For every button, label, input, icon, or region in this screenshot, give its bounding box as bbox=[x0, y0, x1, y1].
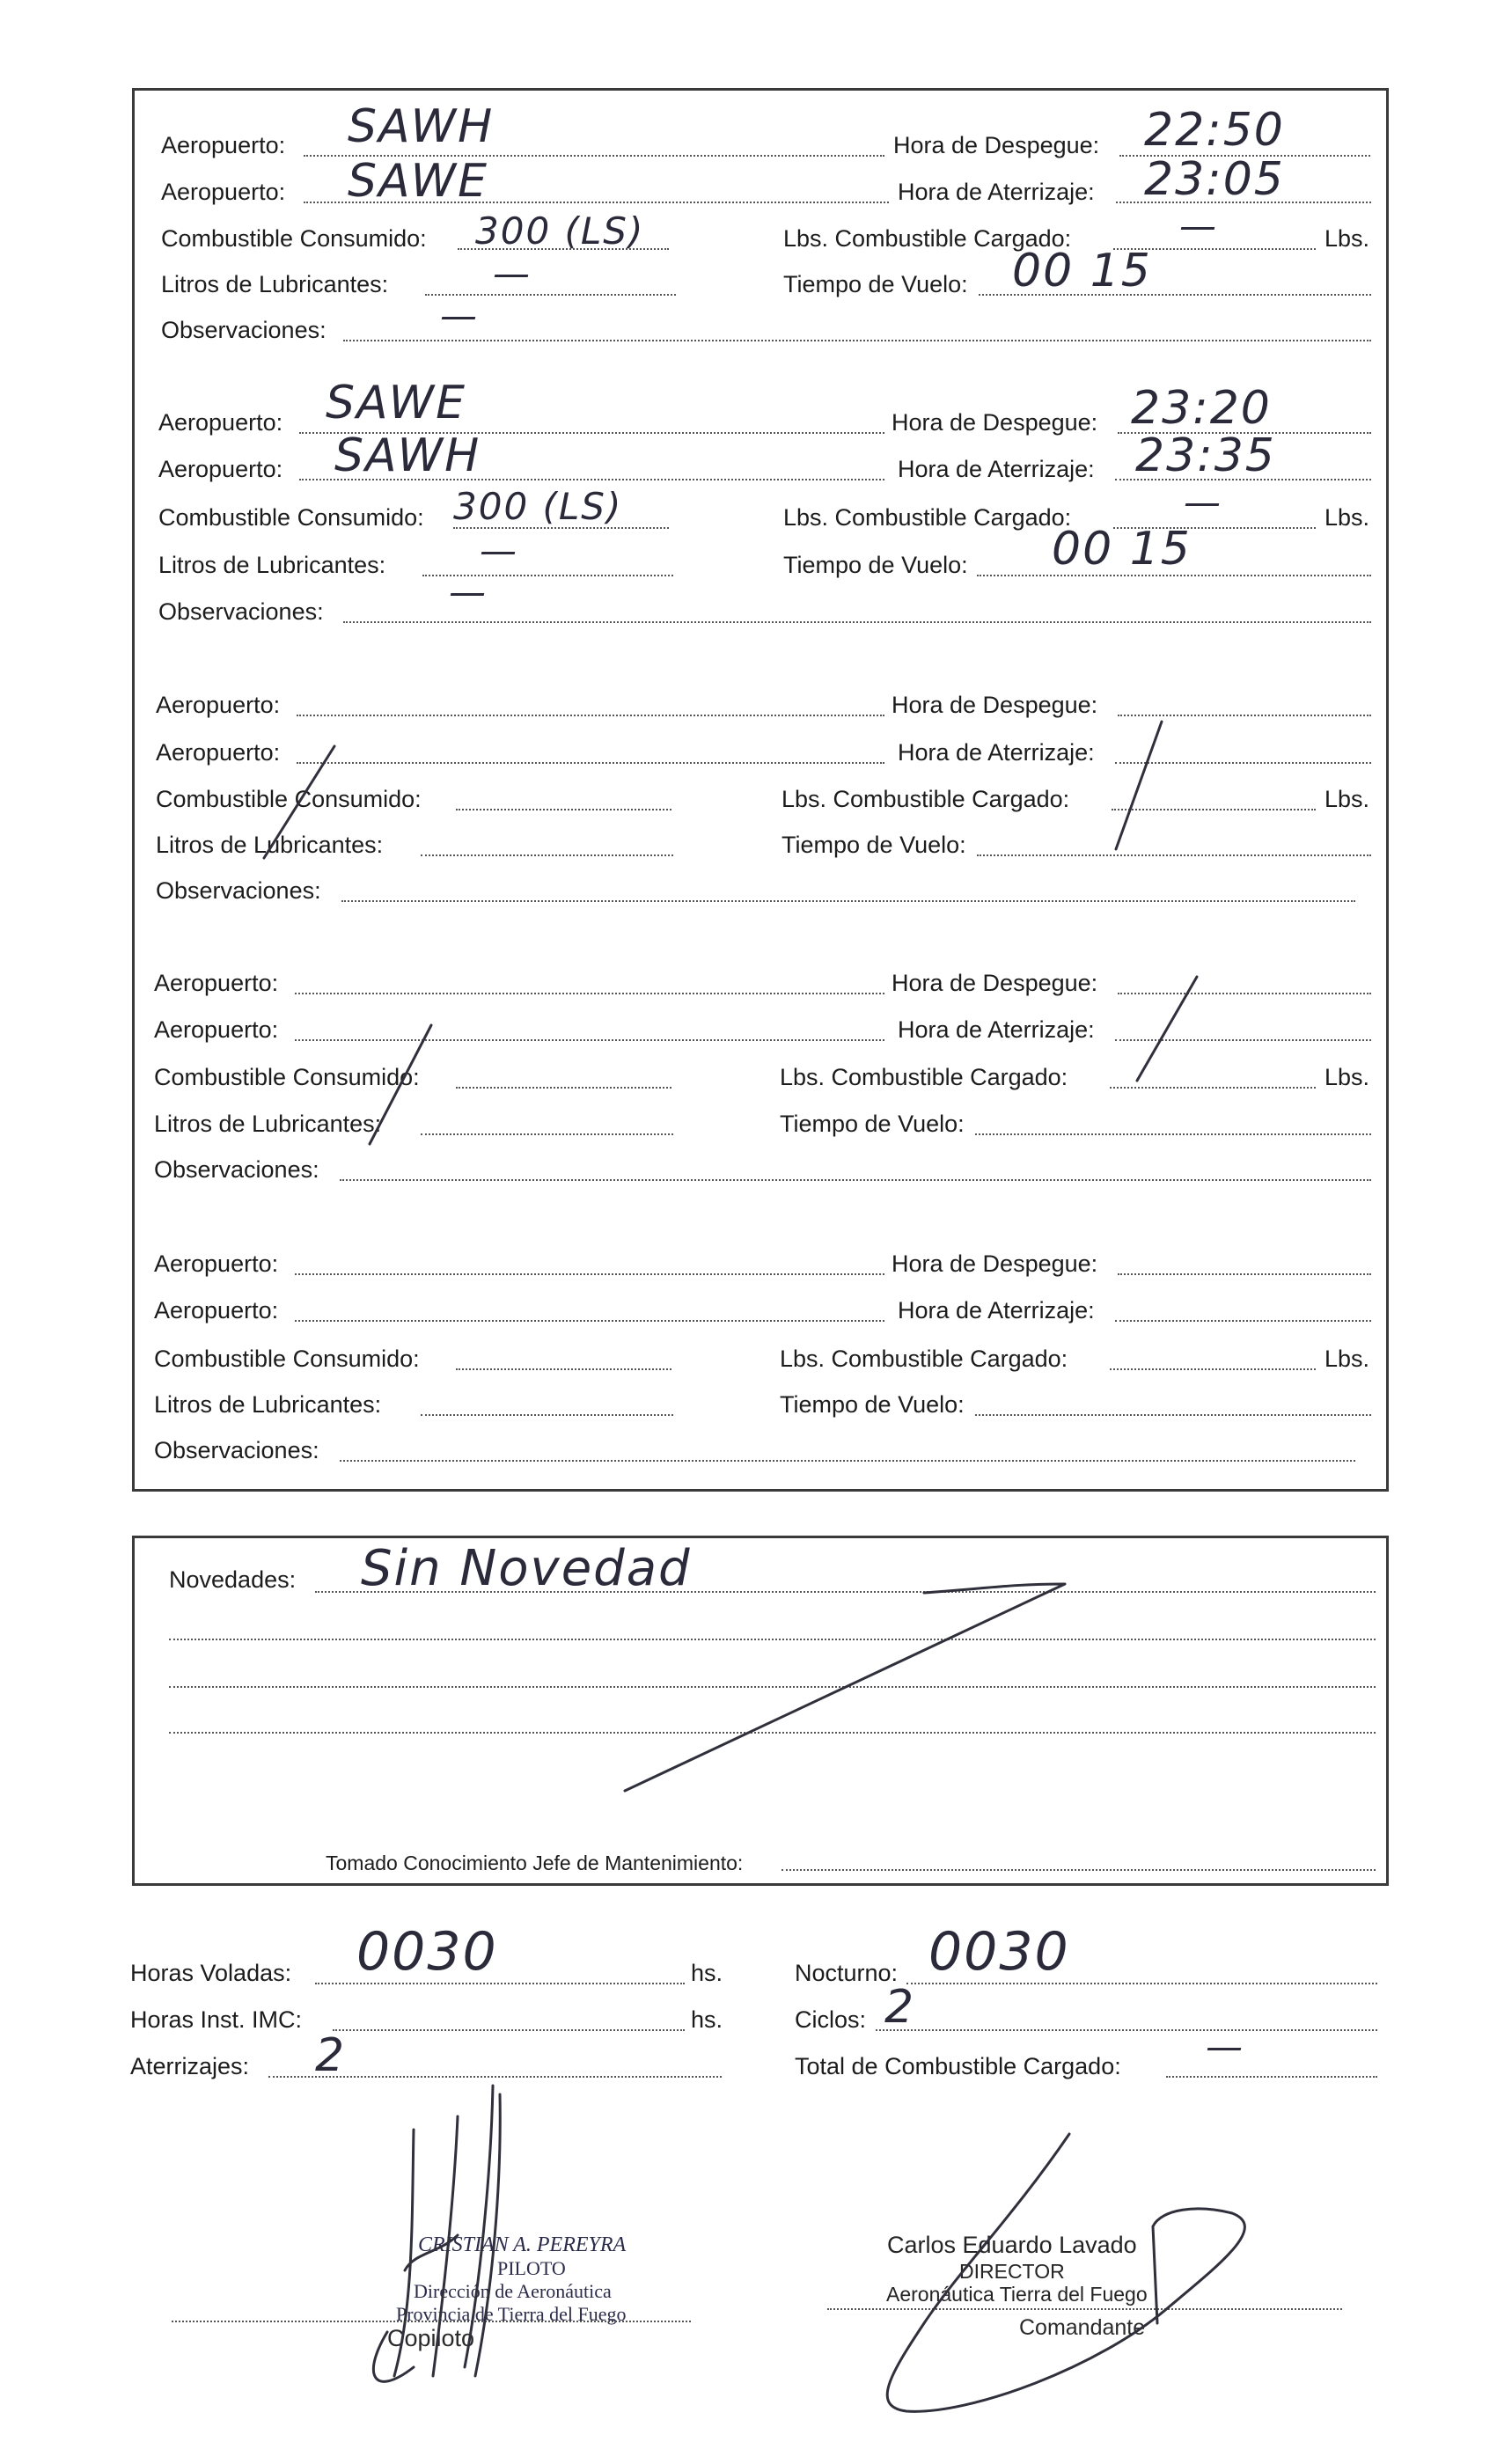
leg-2-origin-label: Aeropuerto: bbox=[158, 409, 283, 436]
comandante-label: Comandante bbox=[1019, 2315, 1146, 2340]
leg-4-lubricants-label: Litros de Lubricantes: bbox=[154, 1111, 382, 1137]
leg-3-lbs-unit: Lbs. bbox=[1325, 786, 1370, 812]
leg-2-flight-time-label: Tiempo de Vuelo: bbox=[783, 552, 968, 578]
aterrizajes-label: Aterrizajes: bbox=[130, 2053, 250, 2079]
leg-1-takeoff-value[interactable]: 22:50 bbox=[1144, 104, 1285, 157]
leg-2-takeoff-label: Hora de Despegue: bbox=[892, 409, 1098, 436]
leg-5-fuel-loaded-label: Lbs. Combustible Cargado: bbox=[780, 1346, 1068, 1372]
novedades-cancel-stroke bbox=[625, 1584, 1065, 1791]
leg-1-takeoff-label: Hora de Despegue: bbox=[893, 132, 1100, 158]
leg-4-right-cancel-stroke bbox=[1137, 977, 1197, 1081]
leg-2-origin-value[interactable]: SAWE bbox=[326, 377, 466, 429]
leg-5-origin-label: Aeropuerto: bbox=[154, 1250, 279, 1277]
leg-4-origin-label: Aeropuerto: bbox=[154, 970, 279, 996]
leg-1-landing-value[interactable]: 23:05 bbox=[1144, 153, 1285, 206]
leg-3-lubricants-label: Litros de Lubricantes: bbox=[156, 832, 384, 858]
copiloto-label: Copiloto bbox=[387, 2325, 475, 2351]
leg-4-left-cancel-stroke bbox=[370, 1025, 431, 1144]
comandante-stamp-org: Aeronáutica Tierra del Fuego bbox=[886, 2283, 1148, 2306]
copiloto-stamp-org2: Provincia de Tierra del Fuego bbox=[396, 2303, 627, 2325]
leg-5-flight-time-label: Tiempo de Vuelo: bbox=[780, 1391, 965, 1418]
aterrizajes-value[interactable]: 2 bbox=[315, 2029, 347, 2082]
leg-1-origin-label: Aeropuerto: bbox=[161, 132, 286, 158]
total-combustible-label: Total de Combustible Cargado: bbox=[795, 2053, 1121, 2079]
comandante-signature bbox=[887, 2134, 1244, 2411]
ciclos-label: Ciclos: bbox=[795, 2006, 867, 2033]
leg-3-landing-label: Hora de Aterrizaje: bbox=[898, 739, 1095, 766]
leg-1-fuel-loaded-value[interactable]: — bbox=[1179, 204, 1218, 247]
leg-5-landing-label: Hora de Aterrizaje: bbox=[898, 1297, 1095, 1324]
leg-3-right-cancel-stroke bbox=[1116, 722, 1162, 849]
nocturno-label: Nocturno: bbox=[795, 1960, 899, 1986]
leg-2-fuel-consumed-value[interactable]: 300 (LS) bbox=[453, 485, 623, 528]
leg-1-fuel-consumed-label: Combustible Consumido: bbox=[161, 225, 427, 252]
leg-2-lbs-unit: Lbs. bbox=[1325, 504, 1370, 531]
leg-4-landing-label: Hora de Aterrizaje: bbox=[898, 1016, 1095, 1043]
leg-3-left-cancel-stroke bbox=[264, 746, 334, 858]
horas-voladas-value[interactable]: 0030 bbox=[356, 1921, 498, 1983]
copiloto-signature bbox=[373, 2086, 500, 2381]
leg-1-origin-value[interactable]: SAWH bbox=[348, 100, 495, 153]
comandante-stamp-name: Carlos Eduardo Lavado bbox=[887, 2232, 1137, 2258]
leg-1-landing-label: Hora de Aterrizaje: bbox=[898, 179, 1095, 205]
leg-1-destination-value[interactable]: SAWE bbox=[348, 155, 488, 208]
leg-2-takeoff-value[interactable]: 23:20 bbox=[1131, 382, 1272, 435]
leg-1-flight-time-label: Tiempo de Vuelo: bbox=[783, 271, 968, 297]
copiloto-stamp-org1: Dirección de Aeronáutica bbox=[414, 2280, 612, 2302]
leg-2-observations-label: Observaciones: bbox=[158, 598, 324, 625]
leg-5-lubricants-label: Litros de Lubricantes: bbox=[154, 1391, 382, 1418]
leg-2-destination-value[interactable]: SAWH bbox=[334, 429, 481, 482]
leg-2-observations-value[interactable]: — bbox=[449, 570, 488, 613]
leg-1-observations-label: Observaciones: bbox=[161, 317, 327, 343]
leg-4-fuel-consumed-label: Combustible Consumido: bbox=[154, 1064, 420, 1090]
leg-1-observations-value[interactable]: — bbox=[440, 294, 479, 337]
leg-3-flight-time-label: Tiempo de Vuelo: bbox=[782, 832, 966, 858]
leg-2-landing-value[interactable]: 23:35 bbox=[1135, 429, 1276, 482]
leg-2-destination-label: Aeropuerto: bbox=[158, 456, 283, 482]
comandante-stamp-role: DIRECTOR bbox=[959, 2260, 1065, 2283]
leg-1-lubricants-value[interactable]: — bbox=[493, 252, 532, 295]
leg-2-lubricants-label: Litros de Lubricantes: bbox=[158, 552, 386, 578]
leg-2-fuel-loaded-value[interactable]: — bbox=[1184, 480, 1222, 524]
leg-4-observations-label: Observaciones: bbox=[154, 1156, 319, 1183]
leg-4-takeoff-label: Hora de Despegue: bbox=[892, 970, 1098, 996]
leg-1-flight-time-value[interactable]: 00 15 bbox=[1012, 245, 1152, 297]
leg-3-destination-label: Aeropuerto: bbox=[156, 739, 281, 766]
leg-2-lubricants-value[interactable]: — bbox=[480, 529, 518, 572]
leg-3-fuel-consumed-label: Combustible Consumido: bbox=[156, 786, 422, 812]
leg-3-origin-label: Aeropuerto: bbox=[156, 692, 281, 718]
leg-2-fuel-loaded-label: Lbs. Combustible Cargado: bbox=[783, 504, 1072, 531]
leg-1-lbs-unit: Lbs. bbox=[1325, 225, 1370, 252]
leg-1-fuel-loaded-label: Lbs. Combustible Cargado: bbox=[783, 225, 1072, 252]
leg-3-observations-label: Observaciones: bbox=[156, 877, 321, 904]
nocturno-value[interactable]: 0030 bbox=[928, 1921, 1070, 1983]
leg-3-fuel-loaded-label: Lbs. Combustible Cargado: bbox=[782, 786, 1070, 812]
leg-2-fuel-consumed-label: Combustible Consumido: bbox=[158, 504, 424, 531]
leg-1-lubricants-label: Litros de Lubricantes: bbox=[161, 271, 389, 297]
total-combustible-value[interactable]: — bbox=[1206, 2025, 1244, 2068]
leg-5-fuel-consumed-label: Combustible Consumido: bbox=[154, 1346, 420, 1372]
horas-voladas-unit: hs. bbox=[691, 1960, 723, 1986]
leg-1-fuel-consumed-value[interactable]: 300 (LS) bbox=[475, 209, 645, 253]
novedades-label: Novedades: bbox=[169, 1566, 297, 1593]
leg-5-destination-label: Aeropuerto: bbox=[154, 1297, 279, 1324]
leg-1-destination-label: Aeropuerto: bbox=[161, 179, 286, 205]
horas-voladas-label: Horas Voladas: bbox=[130, 1960, 292, 1986]
copiloto-stamp-name: CRISTIAN A. PEREYRA bbox=[418, 2233, 627, 2256]
leg-4-fuel-loaded-label: Lbs. Combustible Cargado: bbox=[780, 1064, 1068, 1090]
copiloto-stamp-role: PILOTO bbox=[497, 2257, 566, 2279]
leg-5-takeoff-label: Hora de Despegue: bbox=[892, 1250, 1098, 1277]
ciclos-value[interactable]: 2 bbox=[884, 1981, 916, 2034]
horas-imc-label: Horas Inst. IMC: bbox=[130, 2006, 303, 2033]
leg-2-landing-label: Hora de Aterrizaje: bbox=[898, 456, 1095, 482]
leg-3-takeoff-label: Hora de Despegue: bbox=[892, 692, 1098, 718]
novedades-value[interactable]: Sin Novedad bbox=[361, 1540, 692, 1597]
leg-4-flight-time-label: Tiempo de Vuelo: bbox=[780, 1111, 965, 1137]
horas-imc-unit: hs. bbox=[691, 2006, 723, 2033]
leg-5-lbs-unit: Lbs. bbox=[1325, 1346, 1370, 1372]
leg-4-lbs-unit: Lbs. bbox=[1325, 1064, 1370, 1090]
maintenance-ack-label: Tomado Conocimiento Jefe de Mantenimiento: bbox=[326, 1852, 744, 1874]
leg-2-flight-time-value[interactable]: 00 15 bbox=[1052, 523, 1192, 576]
leg-5-observations-label: Observaciones: bbox=[154, 1437, 319, 1463]
leg-4-destination-label: Aeropuerto: bbox=[154, 1016, 279, 1043]
